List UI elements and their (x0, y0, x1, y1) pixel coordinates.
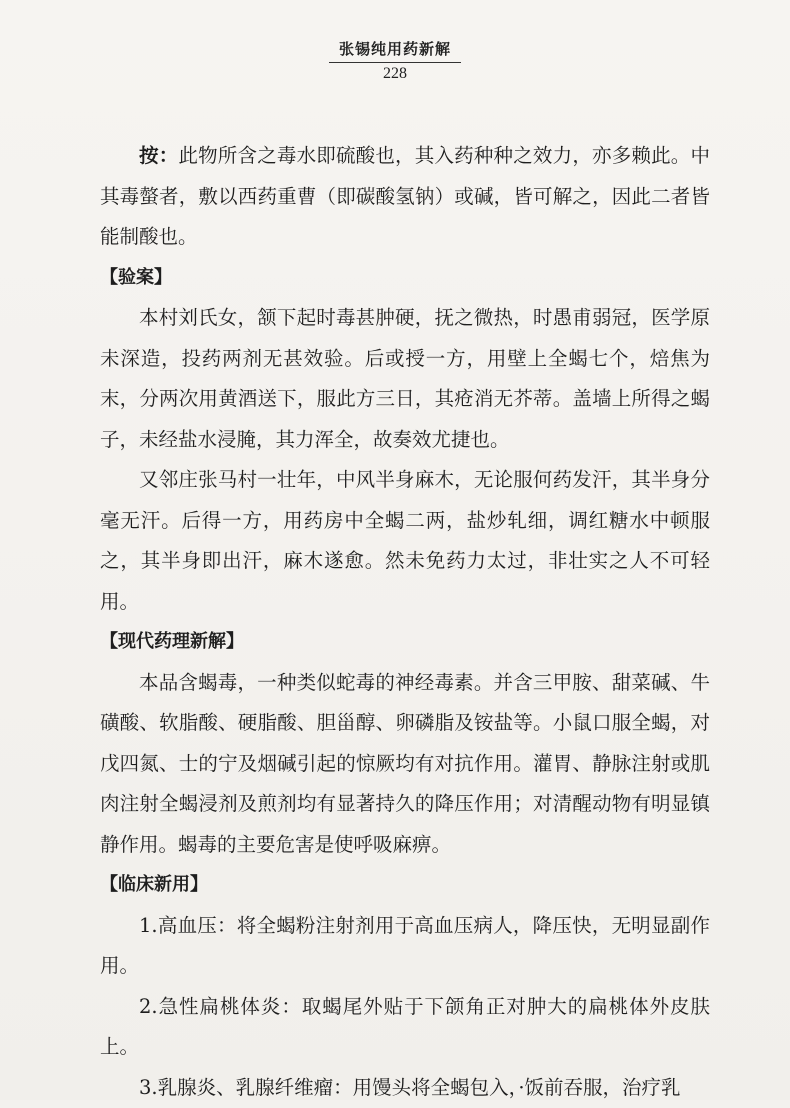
case-paragraph: 又邻庄张马村一壮年，中风半身麻木，无论服何药发汗，其半身分毫无汗。后得一方，用药房中全蝎二两，盐炒轧细，调红糖水中顿服之，其半身即出汗，麻木遂愈。然未免药力太过，非壮实之人不可轻用。 (100, 460, 710, 622)
section-heading-clinical: 【临床新用】 (100, 865, 710, 906)
note-paragraph (100, 136, 710, 258)
running-header (0, 38, 790, 83)
clinical-item-number: 1. (139, 914, 158, 937)
clinical-item-text: 高血压：将全蝎粉注射剂用于高血压病人，降压快，无明显副作用。 (100, 914, 710, 978)
section-heading-pharmacology: 【现代药理新解】 (100, 622, 710, 663)
page-body (100, 136, 710, 1108)
section-heading-cases: 【验案】 (100, 258, 710, 299)
clinical-item (100, 906, 710, 987)
clinical-item-text: 乳腺炎、乳腺纤维瘤：用馒头将全蝎包入，·饭前吞服，治疗乳 (158, 1076, 681, 1099)
note-text: 此物所含之毒水即硫酸也，其入药种种之效力，亦多赖此。中其毒螫者，敷以西药重曹（即碳酸氢钠）或碱，皆可解之，因此二者皆能制酸也。 (100, 144, 710, 248)
page-number: 228 (0, 65, 790, 83)
clinical-item-number: 2. (139, 995, 158, 1018)
book-title: 张锡纯用药新解 (329, 38, 461, 63)
clinical-item-number: 3. (139, 1076, 158, 1099)
clinical-item-text: 急性扁桃体炎：取蝎尾外贴于下颌角正对肿大的扁桃体外皮肤上。 (100, 995, 710, 1059)
pharmacology-paragraph: 本品含蝎毒，一种类似蛇毒的神经毒素。并含三甲胺、甜菜碱、牛磺酸、软脂酸、硬脂酸、胆甾醇、卵磷脂及铵盐等。小鼠口服全蝎，对戊四氮、士的宁及烟碱引起的惊厥均有对抗作用。灌胃、静脉注射或肌肉注射全蝎浸剂及煎剂均有显著持久的降压作用；对清醒动物有明显镇静作用。蝎毒的主要危害是使呼吸麻痹。 (100, 663, 710, 866)
note-label: 按： (139, 144, 178, 167)
clinical-item (100, 1068, 710, 1108)
case-paragraph: 本村刘氏女，颔下起时毒甚肿硬，抚之微热，时愚甫弱冠，医学原未深造，投药两剂无甚效验。后或授一方，用壁上全蝎七个，焙焦为末，分两次用黄酒送下，服此方三日，其疮消无芥蒂。盖墙上所得之蝎子，未经盐水浸腌，其力浑全，故奏效尤捷也。 (100, 298, 710, 460)
clinical-item (100, 987, 710, 1068)
